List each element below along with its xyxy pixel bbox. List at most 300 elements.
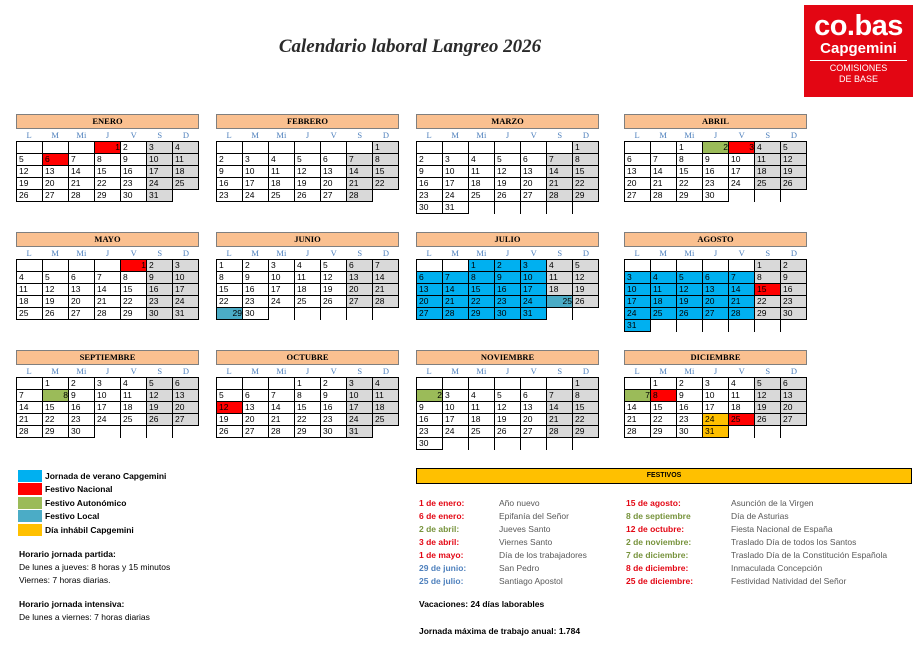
- weekday-row: [16, 365, 199, 377]
- weekday-label: V: [530, 366, 537, 376]
- weekday-label: D: [382, 366, 389, 376]
- weekday-row: [624, 365, 807, 377]
- weekday-label: V: [330, 130, 337, 140]
- day-cell: 27: [781, 414, 807, 426]
- empty-cell: [677, 260, 703, 272]
- week-row: [217, 402, 399, 414]
- day-cell: 9: [243, 272, 269, 284]
- day-cell: 3: [521, 260, 547, 272]
- legend-swatch: [18, 510, 42, 522]
- day-cell: 9: [417, 166, 443, 178]
- day-cell: 3: [173, 260, 199, 272]
- day-cell: 12: [17, 166, 43, 178]
- day-cell: 23: [677, 414, 703, 426]
- day-cell: 8: [469, 272, 495, 284]
- month-grid: [416, 259, 599, 320]
- empty-cell: [573, 202, 599, 214]
- day-cell: 18: [121, 402, 147, 414]
- day-cell: 26: [495, 426, 521, 438]
- day-cell: 26: [495, 190, 521, 202]
- weekday-label: J: [305, 130, 310, 140]
- day-cell: 13: [69, 284, 95, 296]
- week-row: [625, 166, 807, 178]
- weekday-row: [624, 247, 807, 259]
- empty-cell: [269, 142, 295, 154]
- day-cell: 24: [521, 296, 547, 308]
- day-cell: 4: [755, 142, 781, 154]
- week-row: [217, 178, 399, 190]
- weekday-label: V: [738, 130, 745, 140]
- day-cell: 14: [373, 272, 399, 284]
- empty-cell: [17, 260, 43, 272]
- day-cell: 8: [677, 154, 703, 166]
- month-header: OCTUBRE: [216, 350, 399, 365]
- day-cell: 18: [755, 166, 781, 178]
- day-cell: 11: [295, 272, 321, 284]
- empty-cell: [729, 320, 755, 332]
- day-cell: 11: [755, 154, 781, 166]
- day-cell: 25: [269, 190, 295, 202]
- day-cell: 25: [295, 296, 321, 308]
- day-cell: 19: [217, 414, 243, 426]
- day-cell: 31: [521, 308, 547, 320]
- empty-cell: [43, 260, 69, 272]
- empty-cell: [651, 142, 677, 154]
- month-grid: [216, 259, 399, 320]
- day-cell: 13: [625, 166, 651, 178]
- day-cell: 29: [95, 190, 121, 202]
- weekday-label: J: [713, 130, 718, 140]
- weekday-label: V: [530, 248, 537, 258]
- month-grid: [216, 141, 399, 202]
- weekday-label: L: [426, 366, 432, 376]
- day-cell: 29: [469, 308, 495, 320]
- day-cell: 18: [295, 284, 321, 296]
- day-cell: 25: [17, 308, 43, 320]
- week-row: [17, 426, 199, 438]
- week-row: [17, 272, 199, 284]
- day-cell: 1: [217, 260, 243, 272]
- legend-swatch: [18, 497, 42, 509]
- day-cell: 6: [321, 154, 347, 166]
- festivo-date: 2 de noviembre:: [626, 537, 692, 547]
- legend-item: [18, 523, 166, 537]
- weekday-label: L: [226, 366, 232, 376]
- day-cell: 8: [121, 272, 147, 284]
- weekday-label: Mi: [76, 366, 87, 376]
- festivo-date: 1 de enero:: [419, 498, 465, 508]
- weekday-label: M: [451, 366, 459, 376]
- day-cell: 1: [95, 142, 121, 154]
- month-header: SEPTIEMBRE: [16, 350, 199, 365]
- day-cell: 27: [417, 308, 443, 320]
- day-cell: 21: [443, 296, 469, 308]
- festivo-date: 15 de agosto:: [626, 498, 681, 508]
- day-cell: 28: [347, 190, 373, 202]
- festivo-date: 8 de septiembre: [626, 511, 691, 521]
- week-row: [17, 166, 199, 178]
- month-agosto: [624, 232, 807, 332]
- day-cell: 19: [147, 402, 173, 414]
- day-cell: 20: [173, 402, 199, 414]
- weekday-label: J: [105, 366, 110, 376]
- festivo-item: [626, 523, 887, 536]
- day-cell: 7: [347, 154, 373, 166]
- day-cell: 8: [651, 390, 677, 402]
- day-cell: 12: [495, 166, 521, 178]
- day-cell: 13: [781, 390, 807, 402]
- day-cell: 16: [243, 284, 269, 296]
- festivo-date: 1 de mayo:: [419, 550, 464, 560]
- day-cell: 13: [347, 272, 373, 284]
- weekday-row: [416, 365, 599, 377]
- day-cell: 3: [703, 378, 729, 390]
- weekday-label: Mi: [276, 366, 287, 376]
- jornada-maxima-text: Jornada máxima de trabajo anual: 1.784: [419, 626, 581, 636]
- weekday-label: V: [330, 248, 337, 258]
- day-cell: 10: [95, 390, 121, 402]
- weekday-label: M: [451, 248, 459, 258]
- day-cell: 27: [243, 426, 269, 438]
- empty-cell: [443, 260, 469, 272]
- day-cell: 11: [547, 272, 573, 284]
- day-cell: 2: [781, 260, 807, 272]
- day-cell: 14: [17, 402, 43, 414]
- weekday-label: D: [790, 130, 797, 140]
- day-cell: 21: [547, 178, 573, 190]
- week-row: [625, 260, 807, 272]
- day-cell: 27: [69, 308, 95, 320]
- weekday-label: J: [305, 366, 310, 376]
- weekday-label: L: [26, 366, 32, 376]
- day-cell: 25: [755, 178, 781, 190]
- day-cell: 14: [69, 166, 95, 178]
- day-cell: 16: [147, 284, 173, 296]
- day-cell: 30: [121, 190, 147, 202]
- weekday-label: M: [659, 130, 667, 140]
- festivo-name: Asunción de la Virgen: [731, 498, 814, 508]
- month-mayo: [16, 232, 199, 320]
- day-cell: 9: [417, 402, 443, 414]
- day-cell: 26: [677, 308, 703, 320]
- day-cell: 6: [43, 154, 69, 166]
- day-cell: 25: [651, 308, 677, 320]
- week-row: [217, 142, 399, 154]
- empty-cell: [347, 142, 373, 154]
- day-cell: 4: [469, 390, 495, 402]
- day-cell: 10: [729, 154, 755, 166]
- empty-cell: [469, 142, 495, 154]
- day-cell: 27: [703, 308, 729, 320]
- empty-cell: [573, 308, 599, 320]
- weekday-label: L: [226, 248, 232, 258]
- weekday-label: D: [382, 248, 389, 258]
- weekday-label: S: [357, 130, 363, 140]
- day-cell: 23: [781, 296, 807, 308]
- day-cell: 28: [69, 190, 95, 202]
- day-cell: 4: [547, 260, 573, 272]
- day-cell: 22: [95, 178, 121, 190]
- weekday-label: Mi: [276, 130, 287, 140]
- day-cell: 2: [677, 378, 703, 390]
- weekday-label: Mi: [684, 130, 695, 140]
- day-cell: 28: [443, 308, 469, 320]
- horario-intensiva: [19, 598, 150, 624]
- week-row: [17, 260, 199, 272]
- day-cell: 17: [521, 284, 547, 296]
- day-cell: 13: [173, 390, 199, 402]
- day-cell: 7: [443, 272, 469, 284]
- week-row: [217, 260, 399, 272]
- festivo-date: 6 de enero:: [419, 511, 465, 521]
- day-cell: 10: [347, 390, 373, 402]
- day-cell: 11: [121, 390, 147, 402]
- festivo-name: Viernes Santo: [499, 537, 553, 547]
- weekday-label: L: [634, 130, 640, 140]
- empty-cell: [17, 142, 43, 154]
- day-cell: 1: [573, 142, 599, 154]
- month-header: ABRIL: [624, 114, 807, 129]
- weekday-label: V: [738, 366, 745, 376]
- day-cell: 31: [173, 308, 199, 320]
- day-cell: 23: [495, 296, 521, 308]
- week-row: [625, 320, 807, 332]
- empty-cell: [495, 202, 521, 214]
- day-cell: 20: [781, 402, 807, 414]
- day-cell: 5: [495, 390, 521, 402]
- empty-cell: [521, 142, 547, 154]
- day-cell: 12: [677, 284, 703, 296]
- day-cell: 9: [677, 390, 703, 402]
- day-cell: 14: [729, 284, 755, 296]
- day-cell: 1: [651, 378, 677, 390]
- month-header: DICIEMBRE: [624, 350, 807, 365]
- empty-cell: [443, 438, 469, 450]
- weekday-label: M: [251, 248, 259, 258]
- festivo-date: 7 de diciembre:: [626, 550, 689, 560]
- day-cell: 24: [443, 190, 469, 202]
- festivo-name: Inmaculada Concepción: [731, 563, 823, 573]
- day-cell: 9: [781, 272, 807, 284]
- day-cell: 11: [469, 402, 495, 414]
- empty-cell: [755, 426, 781, 438]
- festivo-item: [419, 497, 587, 510]
- empty-cell: [521, 438, 547, 450]
- week-row: [417, 178, 599, 190]
- week-row: [625, 414, 807, 426]
- empty-cell: [217, 378, 243, 390]
- day-cell: 20: [347, 284, 373, 296]
- day-cell: 20: [703, 296, 729, 308]
- empty-cell: [243, 142, 269, 154]
- week-row: [17, 402, 199, 414]
- day-cell: 12: [147, 390, 173, 402]
- day-cell: 6: [243, 390, 269, 402]
- day-cell: 6: [521, 154, 547, 166]
- horario-intensiva-line-1: De lunes a viernes: 7 horas diarias: [19, 612, 150, 622]
- day-cell: 16: [781, 284, 807, 296]
- day-cell: 30: [495, 308, 521, 320]
- day-cell: 27: [347, 296, 373, 308]
- weekday-label: D: [182, 130, 189, 140]
- empty-cell: [625, 378, 651, 390]
- day-cell: 30: [69, 426, 95, 438]
- day-cell: 29: [573, 190, 599, 202]
- logo-line-1: co.bas: [814, 10, 903, 42]
- festivo-item: [626, 510, 887, 523]
- day-cell: 21: [69, 178, 95, 190]
- festivo-name: Epifanía del Señor: [499, 511, 569, 521]
- day-cell: 29: [121, 308, 147, 320]
- month-grid: [624, 377, 807, 438]
- day-cell: 18: [373, 402, 399, 414]
- empty-cell: [495, 142, 521, 154]
- day-cell: 15: [573, 402, 599, 414]
- day-cell: 10: [521, 272, 547, 284]
- day-cell: 20: [69, 296, 95, 308]
- day-cell: 27: [43, 190, 69, 202]
- day-cell: 5: [295, 154, 321, 166]
- day-cell: 21: [651, 178, 677, 190]
- week-row: [17, 284, 199, 296]
- day-cell: 30: [677, 426, 703, 438]
- day-cell: 25: [121, 414, 147, 426]
- day-cell: 22: [373, 178, 399, 190]
- weekday-label: D: [182, 366, 189, 376]
- day-cell: 17: [729, 166, 755, 178]
- empty-cell: [547, 202, 573, 214]
- day-cell: 11: [469, 166, 495, 178]
- day-cell: 31: [147, 190, 173, 202]
- day-cell: 17: [625, 296, 651, 308]
- day-cell: 24: [147, 178, 173, 190]
- day-cell: 19: [17, 178, 43, 190]
- day-cell: 10: [147, 154, 173, 166]
- day-cell: 15: [651, 402, 677, 414]
- cobas-logo: [804, 5, 913, 97]
- day-cell: 2: [495, 260, 521, 272]
- day-cell: 26: [295, 190, 321, 202]
- week-row: [625, 154, 807, 166]
- day-cell: 21: [547, 414, 573, 426]
- day-cell: 4: [729, 378, 755, 390]
- weekday-label: D: [382, 130, 389, 140]
- day-cell: 10: [625, 284, 651, 296]
- day-cell: 30: [417, 438, 443, 450]
- empty-cell: [495, 378, 521, 390]
- week-row: [625, 142, 807, 154]
- festivos-header: FESTIVOS: [416, 468, 912, 484]
- weekday-label: J: [505, 130, 510, 140]
- weekday-label: V: [130, 366, 137, 376]
- day-cell: 16: [495, 284, 521, 296]
- month-header: NOVIEMBRE: [416, 350, 599, 365]
- day-cell: 12: [43, 284, 69, 296]
- day-cell: 8: [373, 154, 399, 166]
- day-cell: 16: [417, 178, 443, 190]
- empty-cell: [547, 308, 573, 320]
- week-row: [625, 284, 807, 296]
- day-cell: 17: [243, 178, 269, 190]
- day-cell: 19: [677, 296, 703, 308]
- weekday-label: D: [182, 248, 189, 258]
- day-cell: 25: [469, 426, 495, 438]
- day-cell: 31: [703, 426, 729, 438]
- weekday-label: S: [557, 366, 563, 376]
- day-cell: 19: [43, 296, 69, 308]
- week-row: [417, 402, 599, 414]
- day-cell: 30: [703, 190, 729, 202]
- week-row: [417, 260, 599, 272]
- day-cell: 17: [443, 414, 469, 426]
- week-row: [17, 390, 199, 402]
- day-cell: 28: [17, 426, 43, 438]
- day-cell: 15: [573, 166, 599, 178]
- day-cell: 4: [17, 272, 43, 284]
- day-cell: 9: [147, 272, 173, 284]
- day-cell: 8: [573, 390, 599, 402]
- day-cell: 17: [95, 402, 121, 414]
- day-cell: 13: [521, 402, 547, 414]
- day-cell: 14: [443, 284, 469, 296]
- empty-cell: [121, 426, 147, 438]
- weekday-label: V: [738, 248, 745, 258]
- festivo-item: [419, 562, 587, 575]
- weekday-row: [16, 129, 199, 141]
- day-cell: 31: [625, 320, 651, 332]
- day-cell: 4: [651, 272, 677, 284]
- day-cell: 19: [495, 414, 521, 426]
- day-cell: 29: [755, 308, 781, 320]
- weekday-label: L: [634, 248, 640, 258]
- empty-cell: [417, 378, 443, 390]
- day-cell: 5: [495, 154, 521, 166]
- festivo-date: 25 de diciembre:: [626, 576, 694, 586]
- empty-cell: [443, 378, 469, 390]
- festivo-name: Día de los trabajadores: [499, 550, 587, 560]
- day-cell: 24: [347, 414, 373, 426]
- empty-cell: [69, 142, 95, 154]
- weekday-label: S: [157, 248, 163, 258]
- day-cell: 13: [243, 402, 269, 414]
- festivo-item: [626, 536, 887, 549]
- empty-cell: [729, 190, 755, 202]
- weekday-label: M: [51, 248, 59, 258]
- day-cell: 11: [17, 284, 43, 296]
- empty-cell: [469, 438, 495, 450]
- day-cell: 28: [95, 308, 121, 320]
- week-row: [625, 178, 807, 190]
- weekday-label: S: [557, 130, 563, 140]
- week-row: [417, 390, 599, 402]
- week-row: [417, 190, 599, 202]
- legend-label: Día inhábil Capgemini: [45, 524, 134, 535]
- month-header: MAYO: [16, 232, 199, 247]
- day-cell: 10: [243, 166, 269, 178]
- weekday-label: S: [765, 366, 771, 376]
- month-grid: [624, 259, 807, 332]
- day-cell: 13: [417, 284, 443, 296]
- weekday-label: J: [505, 248, 510, 258]
- day-cell: 15: [469, 284, 495, 296]
- day-cell: 6: [703, 272, 729, 284]
- legend-swatch: [18, 470, 42, 482]
- week-row: [625, 378, 807, 390]
- weekday-label: D: [582, 130, 589, 140]
- day-cell: 11: [729, 390, 755, 402]
- day-cell: 8: [295, 390, 321, 402]
- day-cell: 14: [651, 166, 677, 178]
